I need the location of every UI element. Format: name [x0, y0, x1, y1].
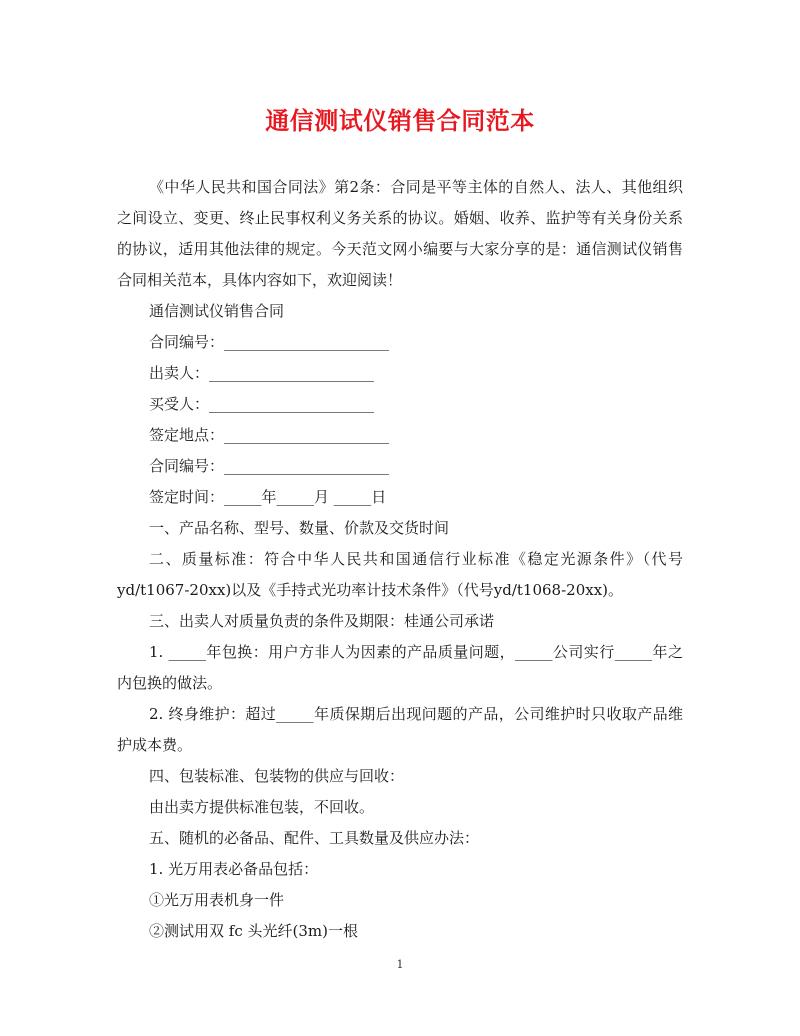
document-title: 通信测试仪销售合同范本 [265, 106, 535, 135]
section-4-heading: 四、包装标准、包装物的供应与回收： [149, 767, 405, 785]
section-5-heading: 五、随机的必备品、配件、工具数量及供应办法： [149, 829, 480, 847]
section-3-item-2: 2. 终身维护：超过_____年质保期后出现问题的产品，公司维护时只收取产品维护成本费。 [117, 705, 683, 754]
section-5-item-1: 1. 光万用表必备品包括： [149, 860, 319, 878]
contract-heading: 通信测试仪销售合同 [149, 302, 285, 320]
contract-number-field-2: 合同编号：______________________ [149, 457, 390, 475]
seller-field: 出卖人：______________________ [149, 364, 375, 382]
section-4-text: 由出卖方提供标准包装，不回收。 [149, 798, 375, 816]
section-5-subitem-1: ①光万用表机身一件 [149, 891, 285, 909]
contract-number-field: 合同编号：______________________ [149, 333, 390, 351]
document-body [117, 172, 683, 947]
section-1-heading: 一、产品名称、型号、数量、价款及交货时间 [149, 519, 450, 537]
signing-place-field: 签定地点：______________________ [149, 426, 390, 444]
signing-time-field: 签定时间：_____年_____月 _____日 [149, 488, 387, 506]
section-3-heading: 三、出卖人对质量负责的条件及期限：桂通公司承诺 [149, 612, 495, 630]
buyer-field: 买受人：______________________ [149, 395, 375, 413]
section-2-quality-standard: 二、质量标准：符合中华人民共和国通信行业标准《稳定光源条件》（代号yd/t1067-20xx)以及《手持式光功率计技术条件》（代号yd/t1068-20xx)。 [117, 550, 683, 599]
section-3-item-1: 1. _____年包换：用户方非人为因素的产品质量问题，_____公司实行_____年之内包换的做法。 [117, 643, 683, 692]
section-5-subitem-2: ②测试用双 fc 头光纤(3m)一根 [149, 922, 358, 940]
intro-paragraph: 《中华人民共和国合同法》第2条：合同是平等主体的自然人、法人、其他组织之间设立、变更、终止民事权利义务关系的协议。婚姻、收养、监护等有关身份关系的协议，适用其他法律的规定。今天范文网小编要与大家分享的是：通信测试仪销售合同相关范本，具体内容如下，欢迎阅读！ [117, 178, 683, 289]
page-number: 1 [396, 958, 404, 971]
